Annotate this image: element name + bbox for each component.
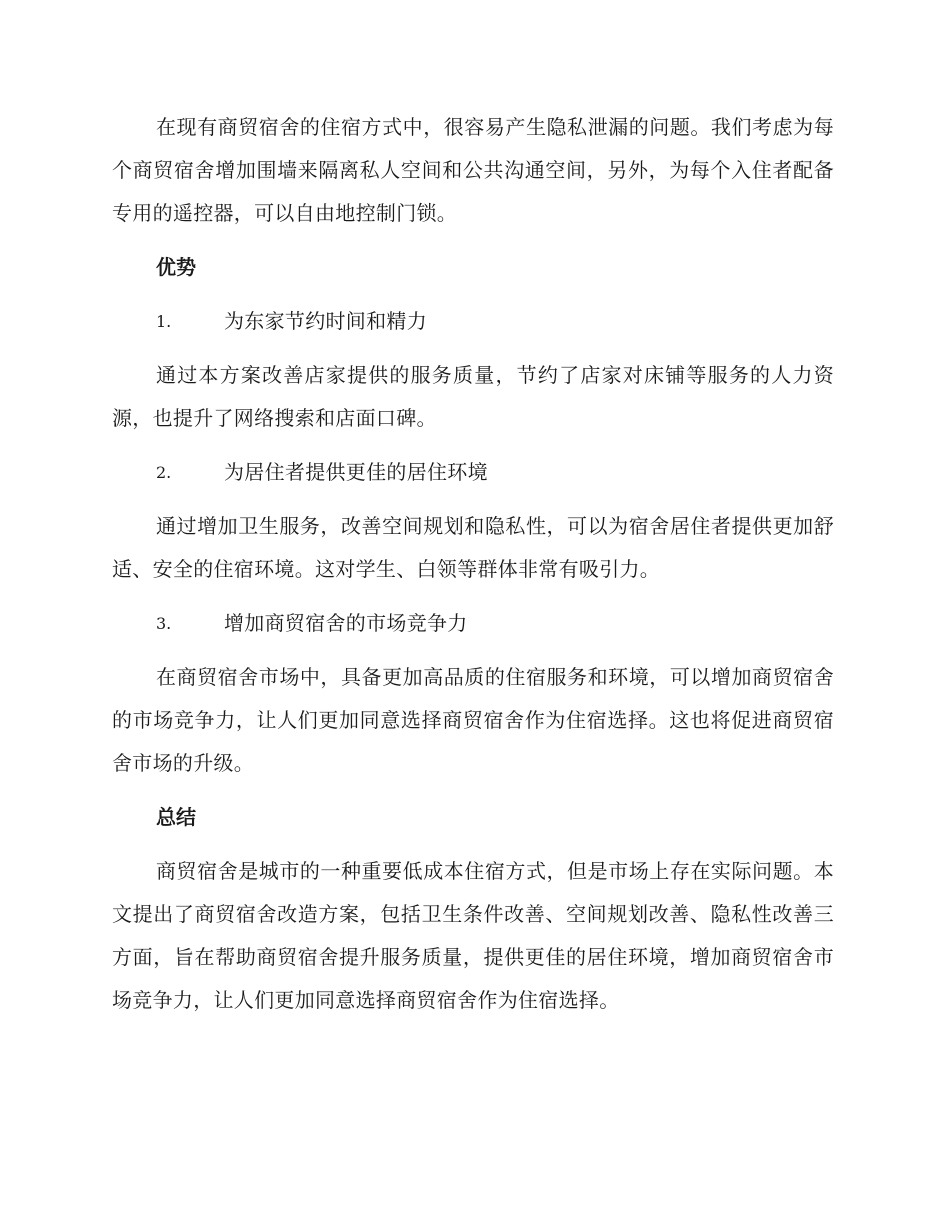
- summary-heading: 总结: [156, 805, 196, 829]
- intro-paragraph: 在现有商贸宿舍的住宿方式中，很容易产生隐私泄漏的问题。我们考虑为每个商贸宿舍增加围墙来隔离私人空间和公共沟通空间，另外，为每个入住者配备专用的遥控器，可以自由地控制门锁。: [112, 115, 834, 225]
- list-item: [156, 602, 834, 645]
- list-item: [156, 451, 834, 494]
- list-item-title: 为东家节约时间和精力: [224, 309, 427, 333]
- summary-paragraph: 商贸宿舍是城市的一种重要低成本住宿方式，但是市场上存在实际问题。本文提出了商贸宿舍改造方案，包括卫生条件改善、空间规划改善、隐私性改善三方面，旨在帮助商贸宿舍提升服务质量，提供更佳的居住环境，增加商贸宿舍市场竞争力，让人们更加同意选择商贸宿舍作为住宿选择。: [112, 859, 834, 1012]
- list-item-body: 通过本方案改善店家提供的服务质量，节约了店家对床铺等服务的人力资源，也提升了网络搜索和店面口碑。: [112, 363, 834, 430]
- list-item-title: 为居住者提供更佳的居住环境: [224, 460, 488, 484]
- list-item-number: 3.: [156, 614, 172, 633]
- list-item-number: 2.: [156, 463, 172, 482]
- list-item-body: 在商贸宿舍市场中，具备更加高品质的住宿服务和环境，可以增加商贸宿舍的市场竞争力，让人们更加同意选择商贸宿舍作为住宿选择。这也将促进商贸宿舍市场的升级。: [112, 665, 834, 775]
- list-item: [156, 300, 834, 343]
- advantages-heading: 优势: [156, 255, 196, 279]
- list-item-body: 通过增加卫生服务，改善空间规划和隐私性，可以为宿舍居住者提供更加舒适、安全的住宿环境。这对学生、白领等群体非常有吸引力。: [112, 514, 834, 581]
- document-page: [112, 106, 834, 1033]
- list-item-title: 增加商贸宿舍的市场竞争力: [224, 611, 468, 635]
- list-item-number: 1.: [156, 312, 172, 331]
